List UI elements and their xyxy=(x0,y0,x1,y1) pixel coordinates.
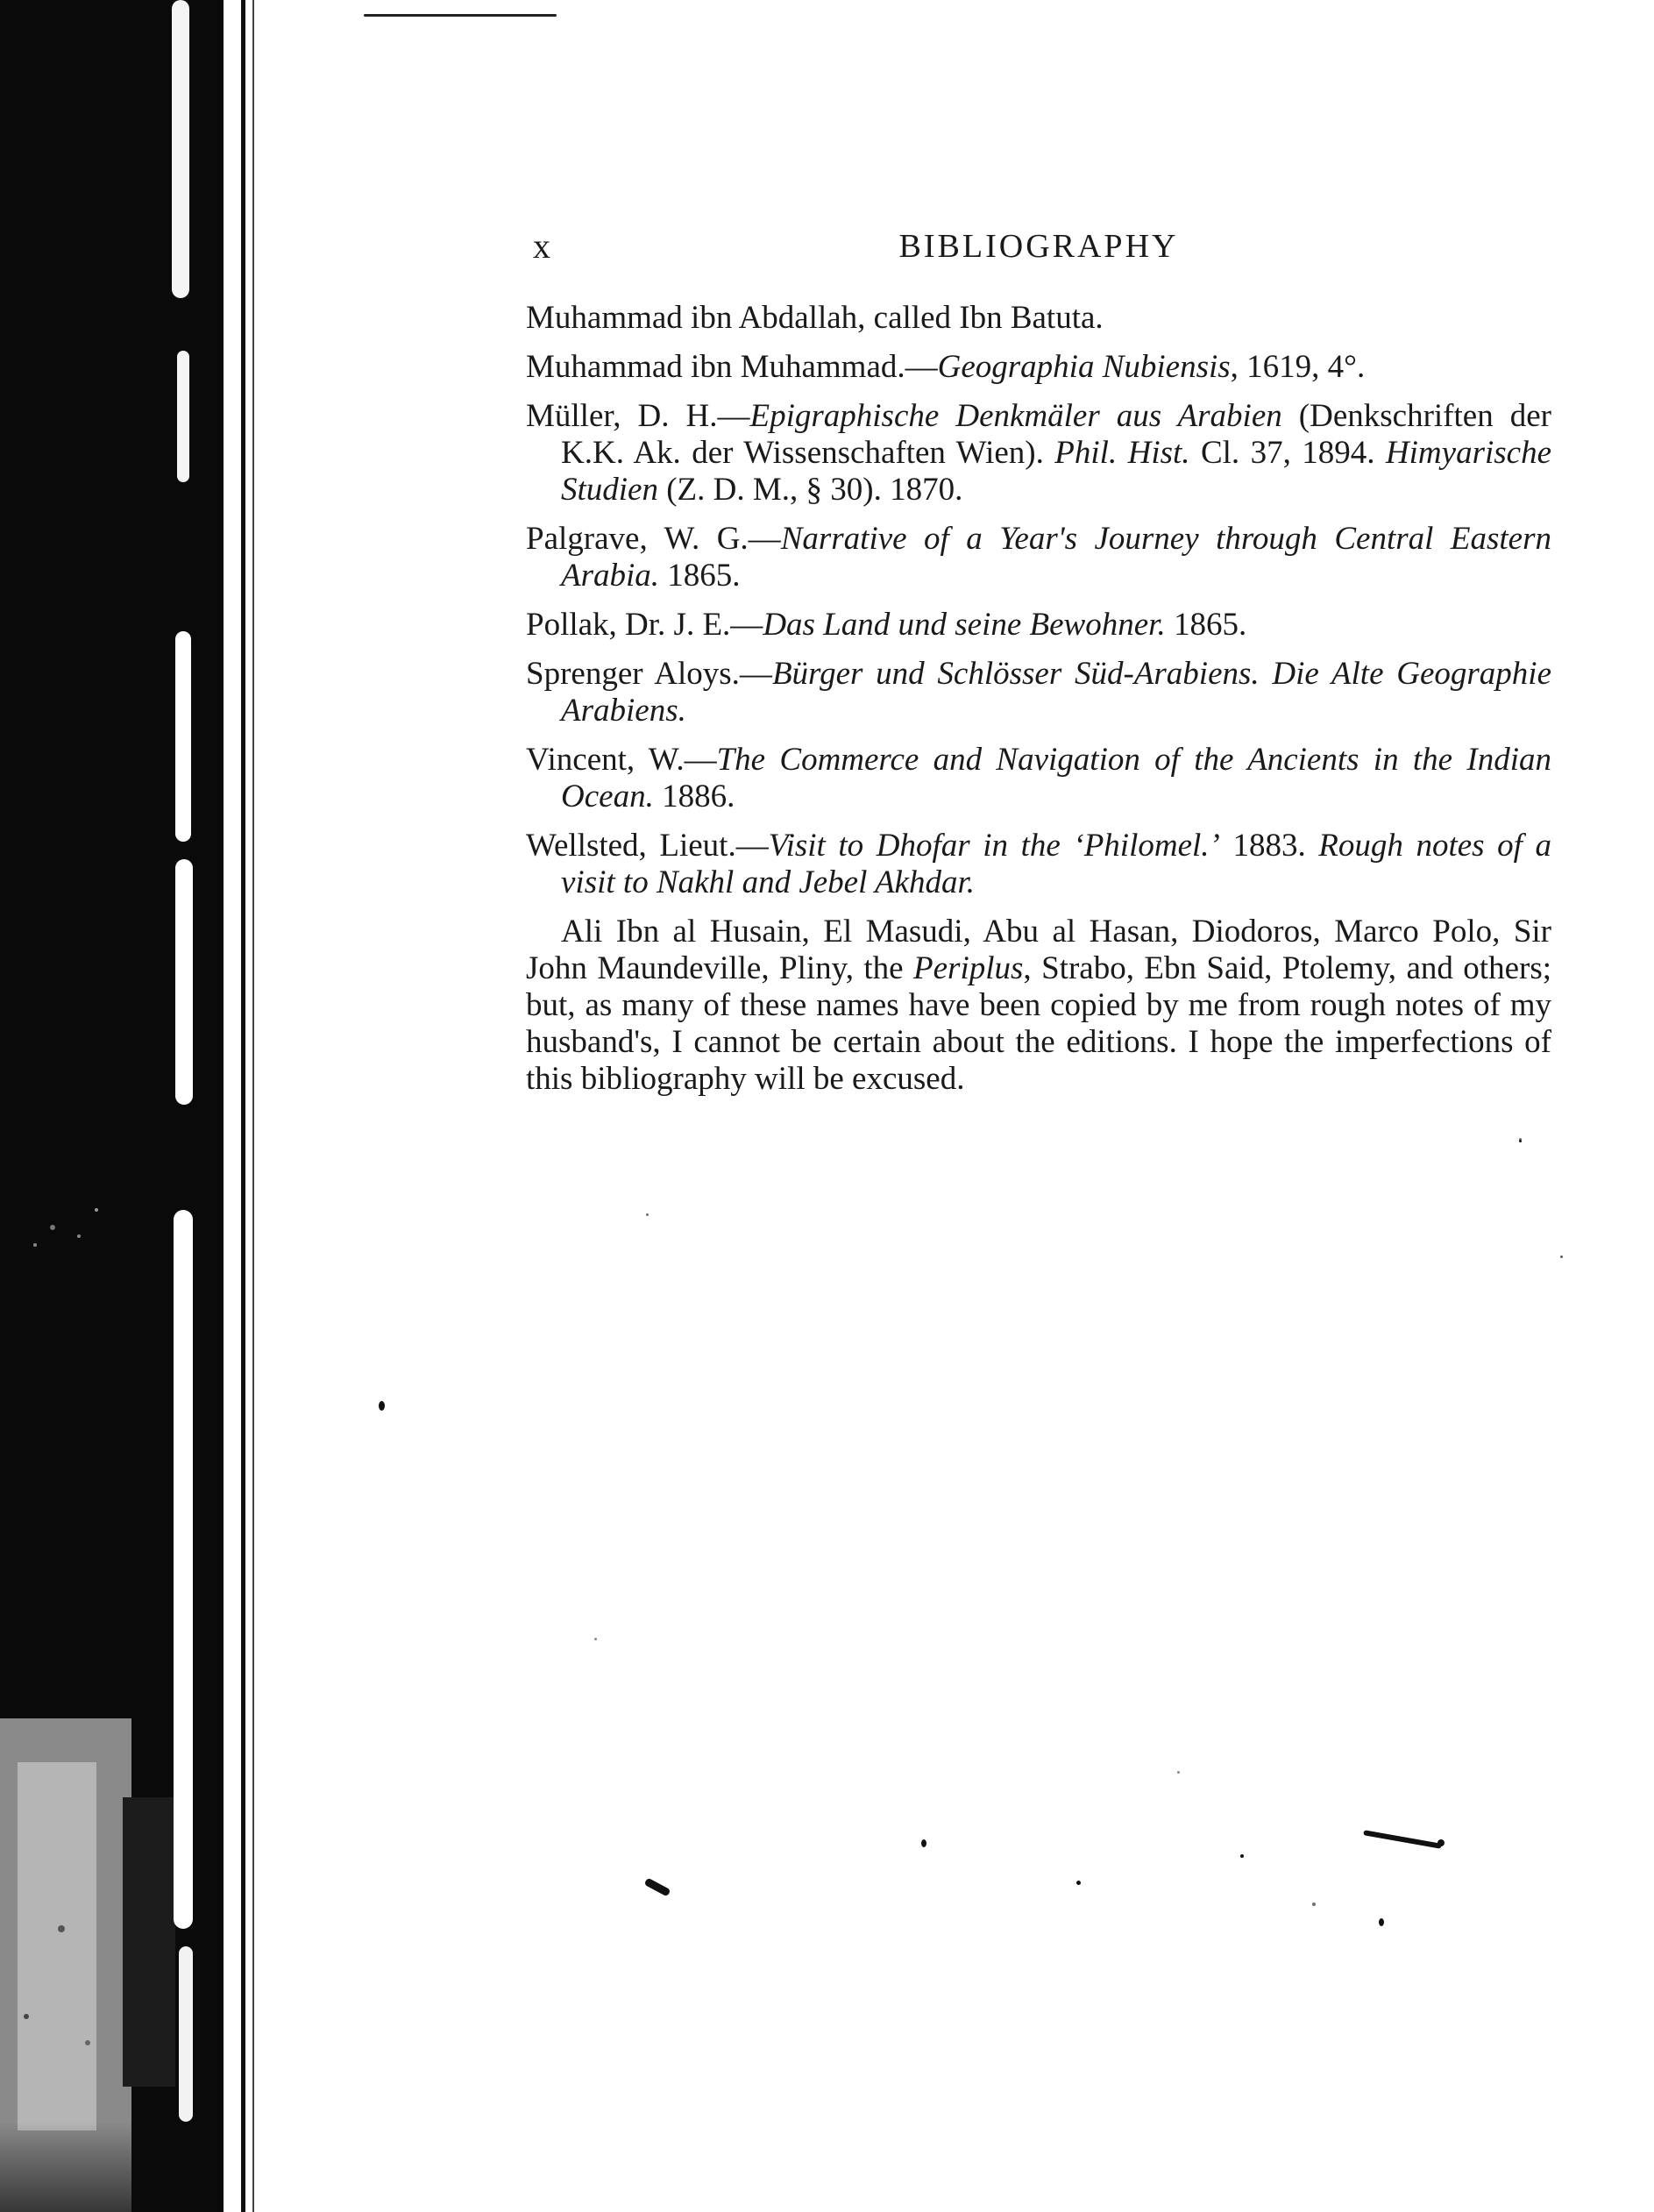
scan-speck xyxy=(1076,1881,1081,1885)
entry-author: Müller, D. H.— xyxy=(526,398,750,434)
scan-speck xyxy=(1312,1903,1316,1906)
entry-author: Palgrave, W. G.— xyxy=(526,521,781,557)
entry-work: Himyarische Studien xyxy=(561,435,1551,508)
entry-author: Vincent, W.— xyxy=(526,742,717,778)
closing-paragraph xyxy=(526,914,1551,1098)
entry-details: (Denkschriften der K.K. Ak. der Wissenschaften Wien). xyxy=(561,398,1551,471)
entry-details: Cl. 37, 1894. xyxy=(1189,435,1386,471)
entry-details: 1865. xyxy=(1165,607,1247,643)
entry-details: 1865. xyxy=(659,558,741,594)
entry-work: Rough notes of a visit to Nakhl and Jebel Akhdar. xyxy=(561,828,1552,900)
scan-speck xyxy=(646,1213,649,1216)
entry-author: Sprenger Aloys.— xyxy=(526,656,772,692)
entry-work: Phil. Hist. xyxy=(1054,435,1190,471)
bibliography-entry xyxy=(526,607,1551,644)
page-title: BIBLIOGRAPHY xyxy=(898,228,1179,265)
page-folio: x xyxy=(533,226,551,266)
scan-speck xyxy=(1437,1839,1445,1846)
bibliography-entry xyxy=(526,828,1551,901)
scan-speck xyxy=(1379,1918,1384,1926)
scan-binding-edge xyxy=(0,0,272,2212)
entry-work: Das Land und seine Bewohner. xyxy=(763,607,1166,643)
entry-details: 1886. xyxy=(653,779,735,814)
closing-text: , Strabo, Ebn Said, Ptolemy, and others; but, as many of these names have been copied by me from rough notes of my husband's, I cannot be certain about the editions. I hope the imperfections of this bibliography will be excused. xyxy=(526,950,1551,1097)
entry-work: Narrative of a Year's Journey through Central Eastern Arabia. xyxy=(561,521,1551,594)
entry-author: Pollak, Dr. J. E.— xyxy=(526,607,763,643)
bibliography-entry xyxy=(526,300,1551,337)
bibliography-entry xyxy=(526,656,1551,729)
entry-work: The Commerce and Navigation of the Ancients in the Indian Ocean. xyxy=(561,742,1552,814)
scan-stray-mark xyxy=(364,14,557,17)
scan-speck xyxy=(644,1877,671,1896)
closing-italic: Periplus xyxy=(913,950,1024,986)
binding-shadow-graphic xyxy=(0,0,272,2212)
scan-speck xyxy=(1560,1255,1563,1258)
entry-work: Visit to Dhofar in the ‘Philomel.’ xyxy=(768,828,1220,864)
entry-author: Wellsted, Lieut.— xyxy=(526,828,769,864)
closing-text: Ali Ibn al Husain, El Masudi, Abu al Hasan, Diodoros, Marco Polo, Sir John Maundeville, Pliny, the xyxy=(526,914,1551,986)
entry-author: Muhammad ibn Muhammad.— xyxy=(526,349,938,385)
scan-speck xyxy=(379,1401,385,1411)
scan-speck xyxy=(1363,1830,1442,1849)
scan-speck xyxy=(1519,1138,1522,1141)
entry-work: Bürger und Schlösser Süd-Arabiens. Die Alte Geographie Arabiens. xyxy=(561,656,1551,729)
entry-author: Muhammad ibn Abdallah, called Ibn Batuta. xyxy=(526,300,1104,336)
bibliography-entry xyxy=(526,349,1551,386)
running-head xyxy=(526,228,1551,281)
entry-work: Epigraphische Denkmäler aus Arabien xyxy=(749,398,1282,434)
entry-work: Geographia Nubiensis xyxy=(937,349,1231,385)
bibliography-entry xyxy=(526,742,1551,815)
entry-details: (Z. D. M., § 30). 1870. xyxy=(657,472,963,508)
scan-speck xyxy=(1240,1854,1244,1858)
scan-speck xyxy=(1177,1771,1180,1774)
scan-speck xyxy=(594,1638,597,1640)
entry-details: , 1619, 4°. xyxy=(1230,349,1366,385)
document-page xyxy=(526,228,1551,1098)
entry-details: 1883. xyxy=(1219,828,1319,864)
bibliography-entry xyxy=(526,521,1551,594)
bibliography-entry xyxy=(526,398,1551,509)
scan-speck xyxy=(921,1839,926,1847)
